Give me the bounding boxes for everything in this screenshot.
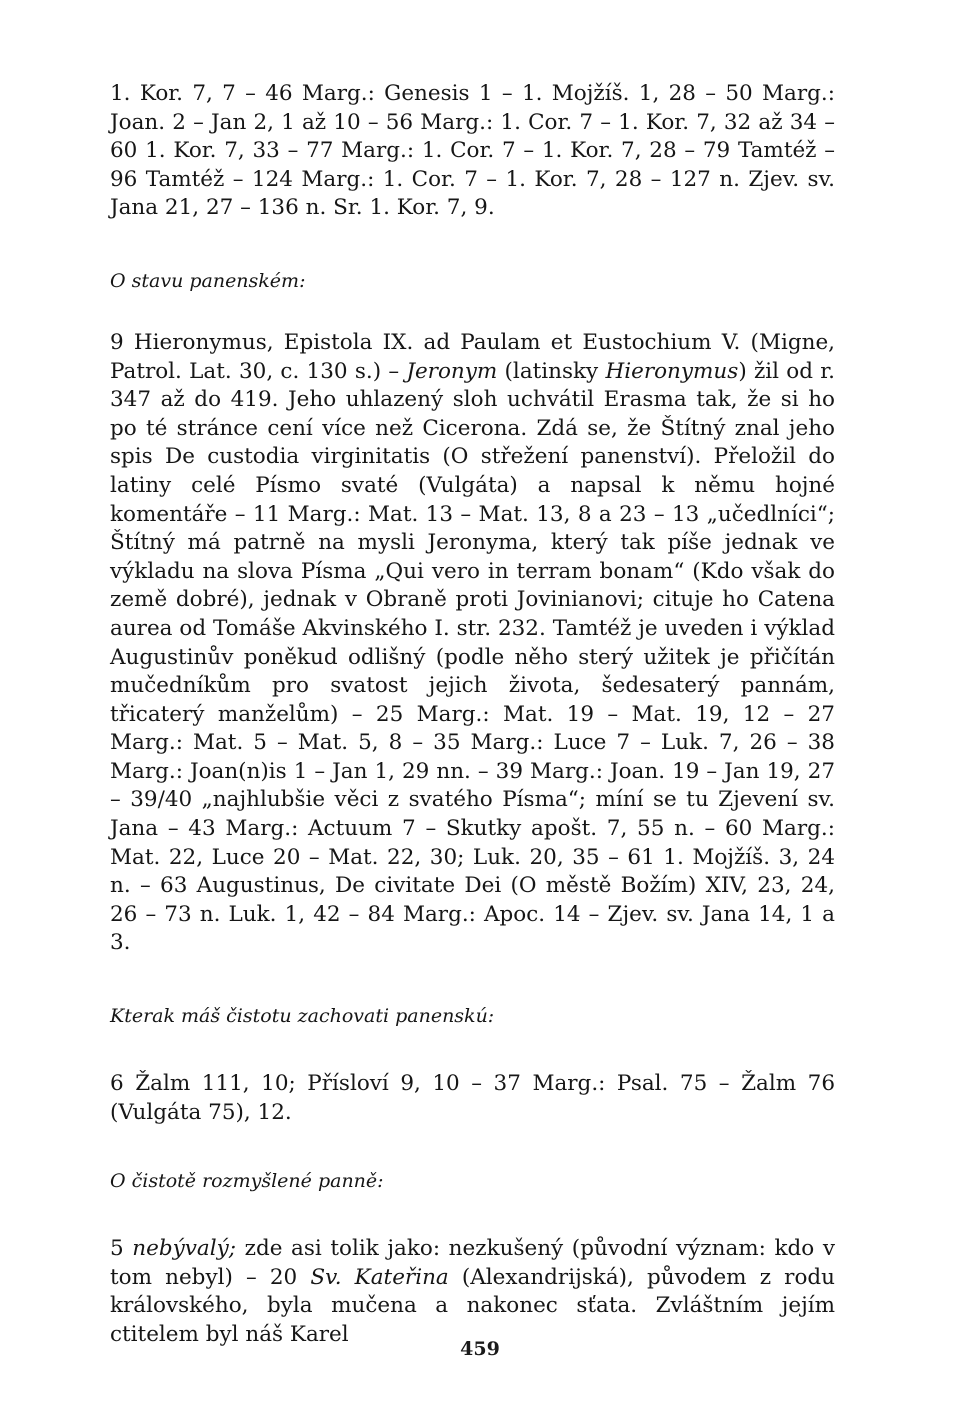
page-body <box>110 80 835 1350</box>
italic-term: Hieronymus <box>605 358 739 384</box>
paragraph-zalm: 6 Žalm 111, 10; Přísloví 9, 10 – 37 Marg.: Psal. 75 – Žalm 76 (Vulgáta 75), 12. <box>110 1071 835 1125</box>
text-run: (Alexandrijská), původem z rodu královského, byla mučena a nakonec sťata. Zvláštním jejím ctitelem byl náš Karel <box>110 1264 835 1347</box>
text-run: 5 <box>110 1236 133 1262</box>
italic-term: Sv. Kateřina <box>310 1264 449 1290</box>
text-run: 9 Hieronymus, Epistola IX. ad Paulam et Eustochium V. (Migne, Patrol. Lat. 30, c. 130 s.) – <box>110 329 835 384</box>
text-run: (latinsky <box>497 358 606 384</box>
section-heading-stav-panensky: O stavu panenském: <box>110 269 306 292</box>
section-heading-cistota: Kterak máš čistotu zachovati panenskú: <box>110 1005 495 1028</box>
page-number: 459 <box>460 1338 500 1360</box>
italic-term: Jeronym <box>406 358 498 384</box>
italic-term: nebývalý; <box>132 1236 237 1262</box>
text-run: ) žil od r. 347 až do 419. Jeho uhlazený sloh uchvátil Erasma tak, že si ho po té stránce cení více než Cicerona. Zdá se, že Štítný znal jeho spis De custodia virginitatis (O střežení panenství). Přeložil do latiny celé Písmo svaté (Vulgáta) a napsal k němu hojné komentáře – 11 Marg.: Mat. 13 – Mat. 13, 8 a 23 – 13 „učedlníci“; Štítný má patrně na mysli Jeronyma, který tak píše jednak ve výkladu na slova Písma „Qui vero in terram bonam“ (Kdo však do země dobré), jednak v Obraně proti Jovinianovi; cituje ho Catena aurea od Tomáše Akvinského I. str. 232. Tamtéž je uveden i výklad Augustinův poněkud odlišný (podle něho sterý užitek je přičítán mučedníkům pro svatost jejich života, šedesaterý pannám, třicaterý manželům) – 25 Marg.: Mat. 19 – Mat. 19, 12 – 27 Marg.: Mat. 5 – Mat. 5, 8 – 35 Marg.: Luce 7 – Luk. 7, 26 – 38 Marg.: Joan(n)is 1 – Jan 1, 29 nn. – 39 Marg.: Joan. 19 – Jan 19, 27 – 39/40 „najhlubšie věci z svatého Písma“; míní se tu Zjevení sv. Jana – 43 Marg.: Actuum 7 – Skutky apošt. 7, 55 n. – 60 Marg.: Mat. 22, Luce 20 – Mat. 22, 30; Luk. 20, 35 – 61 1. Mojžíš. 3, 24 n. – 63 Augustinus, De civitate Dei (O městě Božím) XIV, 23, 24, 26 – 73 n. Luk. 1, 42 – 84 Marg.: Apoc. 14 – Zjev. sv. Jana 14, 1 a 3. <box>110 358 835 956</box>
section-heading-rozmyslena-panna: O čistotě rozmyšlené panně: <box>110 1170 384 1193</box>
text-run: zde asi tolik jako: nezkušený (původní význam: kdo v tom nebyl) – 20 <box>110 1236 835 1290</box>
paragraph-references: 1. Kor. 7, 7 – 46 Marg.: Genesis 1 – 1. Mojžíš. 1, 28 – 50 Marg.: Joan. 2 – Jan 2, 1 až 10 – 56 Marg.: 1. Cor. 7 – 1. Kor. 7, 32 až 34 – 60 1. Kor. 7, 33 – 77 Marg.: 1. Cor. 7 – 1. Kor. 7, 28 – 79 Tamtéž – 96 Tamtéž – 124 Marg.: 1. Cor. 7 – 1. Kor. 7, 28 – 127 n. Zjev. sv. Jana 21, 27 – 136 n. Sr. 1. Kor. 7, 9. <box>110 81 835 221</box>
paragraph-hieronymus <box>110 329 835 958</box>
paragraph-katerina <box>110 1235 835 1349</box>
